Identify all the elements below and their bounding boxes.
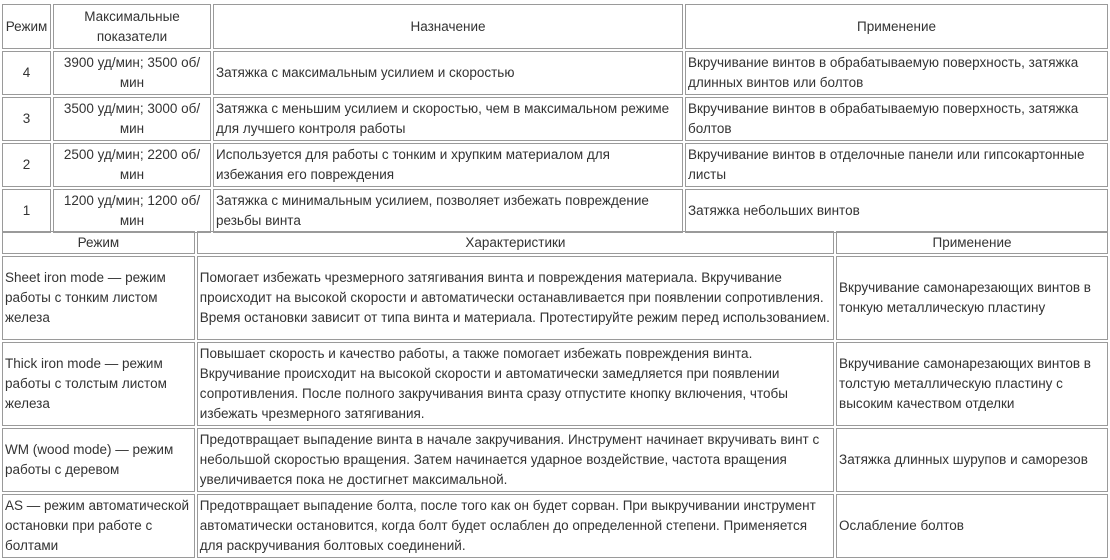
application-cell: Вкручивание винтов в обрабатываемую поверхность, затяжка длинных винтов или болтов	[685, 51, 1108, 95]
table-row	[2, 342, 1108, 426]
max-cell: 2500 уд/мин; 2200 об/мин	[53, 143, 211, 187]
application-cell: Вкручивание винтов в обрабатываемую поверхность, затяжка болтов	[685, 97, 1108, 141]
table-row	[2, 51, 1108, 95]
application-cell: Вкручивание самонарезающих винтов в толстую металлическую пластину с высоким качеством отделки	[836, 342, 1108, 426]
header-purpose: Назначение	[213, 4, 683, 49]
application-cell: Затяжка длинных шурупов и саморезов	[836, 428, 1108, 492]
mode-cell: 4	[2, 51, 51, 95]
characteristics-cell: Предотвращает выпадение болта, после того как он будет сорван. При выкручивании инструмент автоматически остановится, когда болт будет ослаблен до определенной степени. Применяется для раскручивания болтовых соединений.	[197, 494, 834, 558]
purpose-cell: Используется для работы с тонким и хрупким материалом для избежания его повреждения	[213, 143, 683, 187]
application-cell: Ослабление болтов	[836, 494, 1108, 558]
mode-cell: Thick iron mode — режим работы с толстым листом железа	[2, 342, 195, 426]
table-header-row	[2, 4, 1108, 49]
modes-table	[0, 2, 1110, 235]
header-mode: Режим	[2, 231, 195, 254]
table-row	[2, 428, 1108, 492]
header-characteristics: Характеристики	[197, 231, 834, 254]
header-application: Применение	[685, 4, 1108, 49]
characteristics-cell: Помогает избежать чрезмерного затягивания винта и повреждения материала. Вкручивание происходит на высокой скорости и автоматически останавливается при появлении сопротивления. Время остановки зависит от типа винта и материала. Протестируйте режим перед использованием.	[197, 256, 834, 340]
mode-cell: Sheet iron mode — режим работы с тонким листом железа	[2, 256, 195, 340]
mode-cell: 2	[2, 143, 51, 187]
mode-cell: 1	[2, 189, 51, 233]
application-cell: Затяжка небольших винтов	[685, 189, 1108, 233]
table-row	[2, 143, 1108, 187]
purpose-cell: Затяжка с меньшим усилием и скоростью, чем в максимальном режиме для лучшего контроля работы	[213, 97, 683, 141]
application-cell: Вкручивание самонарезающих винтов в тонкую металлическую пластину	[836, 256, 1108, 340]
characteristics-cell: Предотвращает выпадение винта в начале закручивания. Инструмент начинает вкручивать винт с небольшой скоростью вращения. Затем начинается ударное воздействие, частота вращения увеличивается пока не достигнет максимальной.	[197, 428, 834, 492]
max-cell: 1200 уд/мин; 1200 об/мин	[53, 189, 211, 233]
table-row	[2, 97, 1108, 141]
mode-cell: WM (wood mode) — режим работы с деревом	[2, 428, 195, 492]
table-row	[2, 256, 1108, 340]
purpose-cell: Затяжка с минимальным усилием, позволяет избежать повреждение резьбы винта	[213, 189, 683, 233]
max-cell: 3900 уд/мин; 3500 об/мин	[53, 51, 211, 95]
header-max: Максимальные показатели	[53, 4, 211, 49]
application-cell: Вкручивание винтов в отделочные панели или гипсокартонные листы	[685, 143, 1108, 187]
purpose-cell: Затяжка с максимальным усилием и скоростью	[213, 51, 683, 95]
mode-cell: AS — режим автоматической остановки при работе с болтами	[2, 494, 195, 558]
header-mode: Режим	[2, 4, 51, 49]
special-modes-table	[0, 229, 1110, 560]
table-row	[2, 189, 1108, 233]
mode-cell: 3	[2, 97, 51, 141]
max-cell: 3500 уд/мин; 3000 об/мин	[53, 97, 211, 141]
table-row	[2, 494, 1108, 558]
header-application: Применение	[836, 231, 1108, 254]
table-header-row	[2, 231, 1108, 254]
characteristics-cell: Повышает скорость и качество работы, а также помогает избежать повреждения винта. Вкручивание происходит на высокой скорости и автоматически замедляется при появлении сопротивления. После полного закручивания винта сразу отпустите кнопку включения, чтобы избежать чрезмерного затягивания.	[197, 342, 834, 426]
